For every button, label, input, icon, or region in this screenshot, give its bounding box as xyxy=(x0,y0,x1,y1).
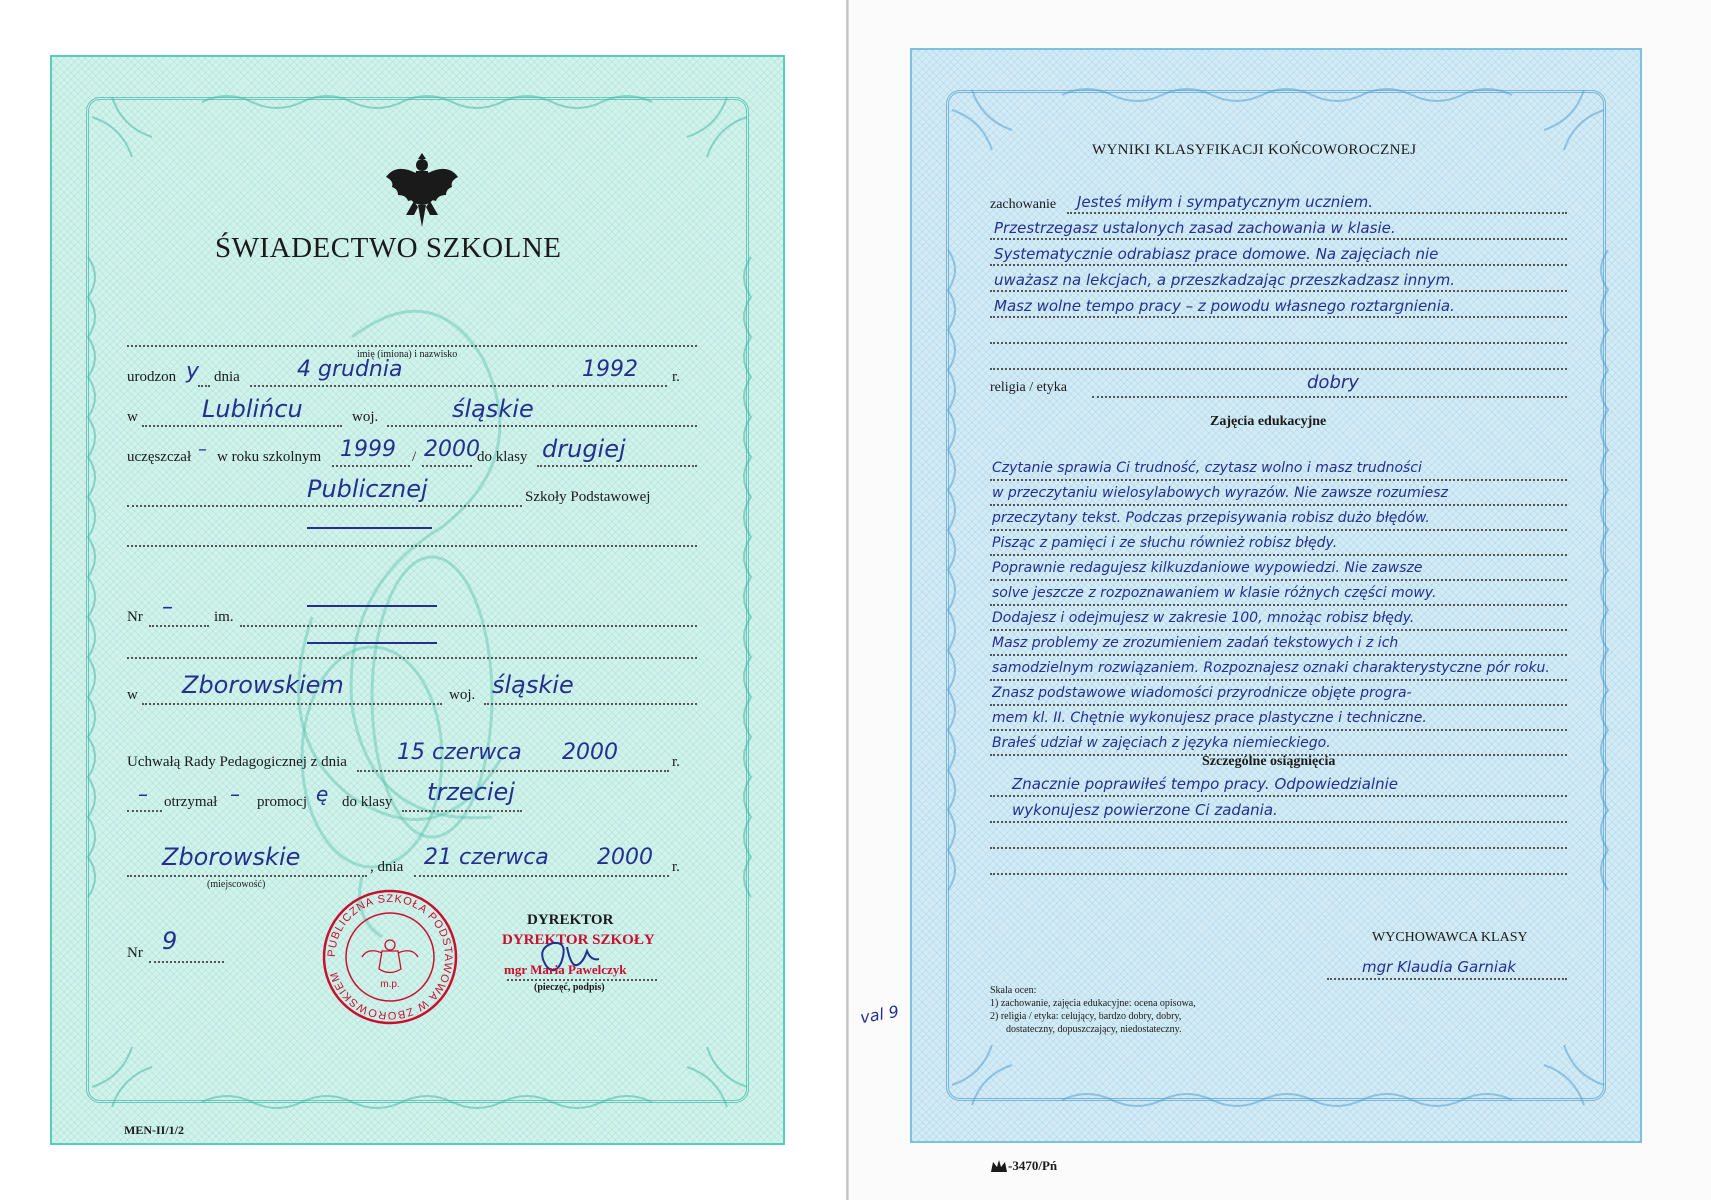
subjects-line-3: przeczytany tekst. Podczas przepisywania robisz dużo błędów. xyxy=(992,510,1430,526)
printer-logo-icon xyxy=(990,1158,1008,1174)
issue-date-value: 21 czerwca xyxy=(424,845,549,870)
received-label: otrzymał xyxy=(164,794,218,810)
school-label: Szkoły Podstawowej xyxy=(525,489,651,505)
subjects-line-12: Brałeś udział w zajęciach z języka niemieckiego. xyxy=(992,735,1331,751)
director-stamp-title: DYREKTOR SZKOŁY xyxy=(502,932,655,948)
page-fold xyxy=(846,0,849,1200)
promotion-class-value: trzeciej xyxy=(427,778,515,806)
achievements-line-2: wykonujesz powierzone Ci zadania. xyxy=(1012,801,1278,819)
director-label: DYREKTOR xyxy=(527,912,614,928)
issue-place-value: Zborowskie xyxy=(162,843,301,871)
birth-r-label: r. xyxy=(672,369,680,385)
polish-eagle-emblem xyxy=(382,145,462,235)
subjects-title: Zajęcia edukacyjne xyxy=(1210,414,1327,429)
certificate-front xyxy=(50,55,785,1145)
behavior-line-4: uważasz na lekcjach, a przeszkadzając przeszkadzasz innym. xyxy=(994,271,1456,289)
subjects-line-7: Dodajesz i odejmujesz w zakresie 100, mnożąc robisz błędy. xyxy=(992,610,1415,626)
born-label: urodzon xyxy=(127,369,177,385)
attended-dash: – xyxy=(198,439,207,460)
voiv-label: woj. xyxy=(352,409,379,425)
behavior-label: zachowanie xyxy=(990,197,1057,212)
born-suffix: y xyxy=(186,359,200,384)
subjects-line-8: Masz problemy ze zrozumieniem zadań tekstowych i z ich xyxy=(992,635,1399,651)
birth-place-value: Lublińcu xyxy=(202,395,303,423)
school-year-start: 1999 xyxy=(340,437,396,462)
promotion-suffix: ę xyxy=(316,782,329,806)
received-dash: – xyxy=(138,782,148,806)
school-place-value: Zborowskiem xyxy=(182,671,344,699)
stamp-text: PUBLICZNA SZKOŁA PODSTAWOWA W ZBOROWSKIEM xyxy=(325,892,455,1022)
teacher-name: mgr Klaudia Garniak xyxy=(1362,958,1516,976)
birth-day-value: 4 grudnia xyxy=(297,357,403,382)
resolution-year-value: 2000 xyxy=(562,740,618,765)
subjects-line-5: Poprawnie redagujesz kilkuzdaniowe wypowiedzi. Nie zawsze xyxy=(992,560,1423,576)
school-in-label: w xyxy=(127,687,138,703)
name-caption: imię (imiona) i nazwisko xyxy=(357,349,458,360)
place-caption: (miejscowość) xyxy=(207,879,266,890)
subjects-line-1: Czytanie sprawia Ci trudność, czytasz wolno i masz trudności xyxy=(992,460,1422,476)
signature-caption: (pieczęć, podpis) xyxy=(534,982,605,993)
promotion-class-label: do klasy xyxy=(342,794,393,810)
behavior-line-2: Przestrzegasz ustalonych zasad zachowania w klasie. xyxy=(994,219,1396,237)
class-label: do klasy xyxy=(477,449,528,465)
birth-year-value: 1992 xyxy=(582,357,638,382)
nr-value: – xyxy=(162,595,173,620)
certificate-title: ŚWIADECTWO SZKOLNE xyxy=(215,232,562,264)
religion-label: religia / etyka xyxy=(990,380,1067,395)
cert-nr-label: Nr xyxy=(127,945,143,961)
school-voiv-label: woj. xyxy=(449,687,476,703)
nr-label: Nr xyxy=(127,609,143,625)
svg-text:PUBLICZNA SZKOŁA PODSTAWOWA W xyxy=(326,893,454,1021)
certificate-back xyxy=(910,48,1642,1143)
promotion-label: promocj xyxy=(257,794,307,810)
left-form-code: MEN-II/1/2 xyxy=(124,1123,184,1137)
school-year-end: 2000 xyxy=(424,437,480,462)
issue-day-label: , dnia xyxy=(370,859,404,875)
school-year-sep: / xyxy=(412,449,417,465)
attended-label: uczęszczał xyxy=(127,449,192,465)
scale-title: Skala ocen: xyxy=(990,985,1037,996)
side-note: val 9 xyxy=(858,1001,901,1028)
name-line xyxy=(127,345,697,347)
subjects-line-2: w przeczytaniu wielosylabowych wyrazów. Nie zawsze rozumiesz xyxy=(992,485,1448,501)
director-name: mgr Maria Pawelczyk xyxy=(504,962,627,977)
issue-year-value: 2000 xyxy=(597,845,653,870)
in-label: w xyxy=(127,409,138,425)
im-label: im. xyxy=(214,609,234,625)
achievements-title: Szczególne osiągnięcia xyxy=(1202,754,1336,769)
class-value: drugiej xyxy=(542,435,626,463)
school-round-stamp xyxy=(320,887,460,1027)
scale-item-3: dostateczny, dopuszczający, niedostateczny. xyxy=(1006,1024,1182,1035)
behavior-line-5: Masz wolne tempo pracy – z powodu własnego roztargnienia. xyxy=(994,297,1455,315)
right-form-code: -3470/Pń xyxy=(1008,1158,1058,1173)
subjects-line-10: Znasz podstawowe wiadomości przyrodnicze objęte progra- xyxy=(992,685,1412,701)
school-year-label: w roku szkolnym xyxy=(217,449,322,465)
subjects-line-6: solve jeszcze z rozpoznawaniem w klasie różnych części mowy. xyxy=(992,585,1437,601)
day-label: dnia xyxy=(214,369,240,385)
results-title: WYNIKI KLASYFIKACJI KOŃCOWOROCZNEJ xyxy=(1092,142,1417,158)
behavior-line-3: Systematycznie odrabiasz prace domowe. Na zajęciach nie xyxy=(994,245,1439,263)
school-type-value: Publicznej xyxy=(307,475,428,503)
teacher-label: WYCHOWAWCA KLASY xyxy=(1372,930,1528,945)
religion-grade: dobry xyxy=(1307,372,1359,393)
stamp-center: m.p. xyxy=(380,979,400,990)
subjects-line-11: mem kl. II. Chętnie wykonujesz prace plastyczne i techniczne. xyxy=(992,710,1427,726)
scale-item-2: 2) religia / etyka: celujący, bardzo dobry, dobry, xyxy=(990,1011,1182,1022)
birth-voiv-value: śląskie xyxy=(452,395,534,423)
resolution-label: Uchwałą Rady Pedagogicznej z dnia xyxy=(127,754,347,770)
received-suffix: – xyxy=(230,782,240,806)
subjects-line-9: samodzielnym rozwiązaniem. Rozpoznajesz oznaki charakterystyczne pór roku. xyxy=(992,660,1550,676)
behavior-line-1: Jesteś miłym i sympatycznym uczniem. xyxy=(1077,193,1374,211)
issue-r-label: r. xyxy=(672,859,680,875)
scale-item-1: 1) zachowanie, zajęcia edukacyjne: ocena opisowa, xyxy=(990,998,1196,1009)
achievements-line-1: Znacznie poprawiłeś tempo pracy. Odpowiedzialnie xyxy=(1012,775,1398,793)
cert-nr-value: 9 xyxy=(162,927,178,955)
resolution-r-label: r. xyxy=(672,754,680,770)
school-voiv-value: śląskie xyxy=(492,671,574,699)
resolution-date-value: 15 czerwca xyxy=(397,740,522,765)
subjects-line-4: Pisząc z pamięci i ze słuchu również robisz błędy. xyxy=(992,535,1338,551)
